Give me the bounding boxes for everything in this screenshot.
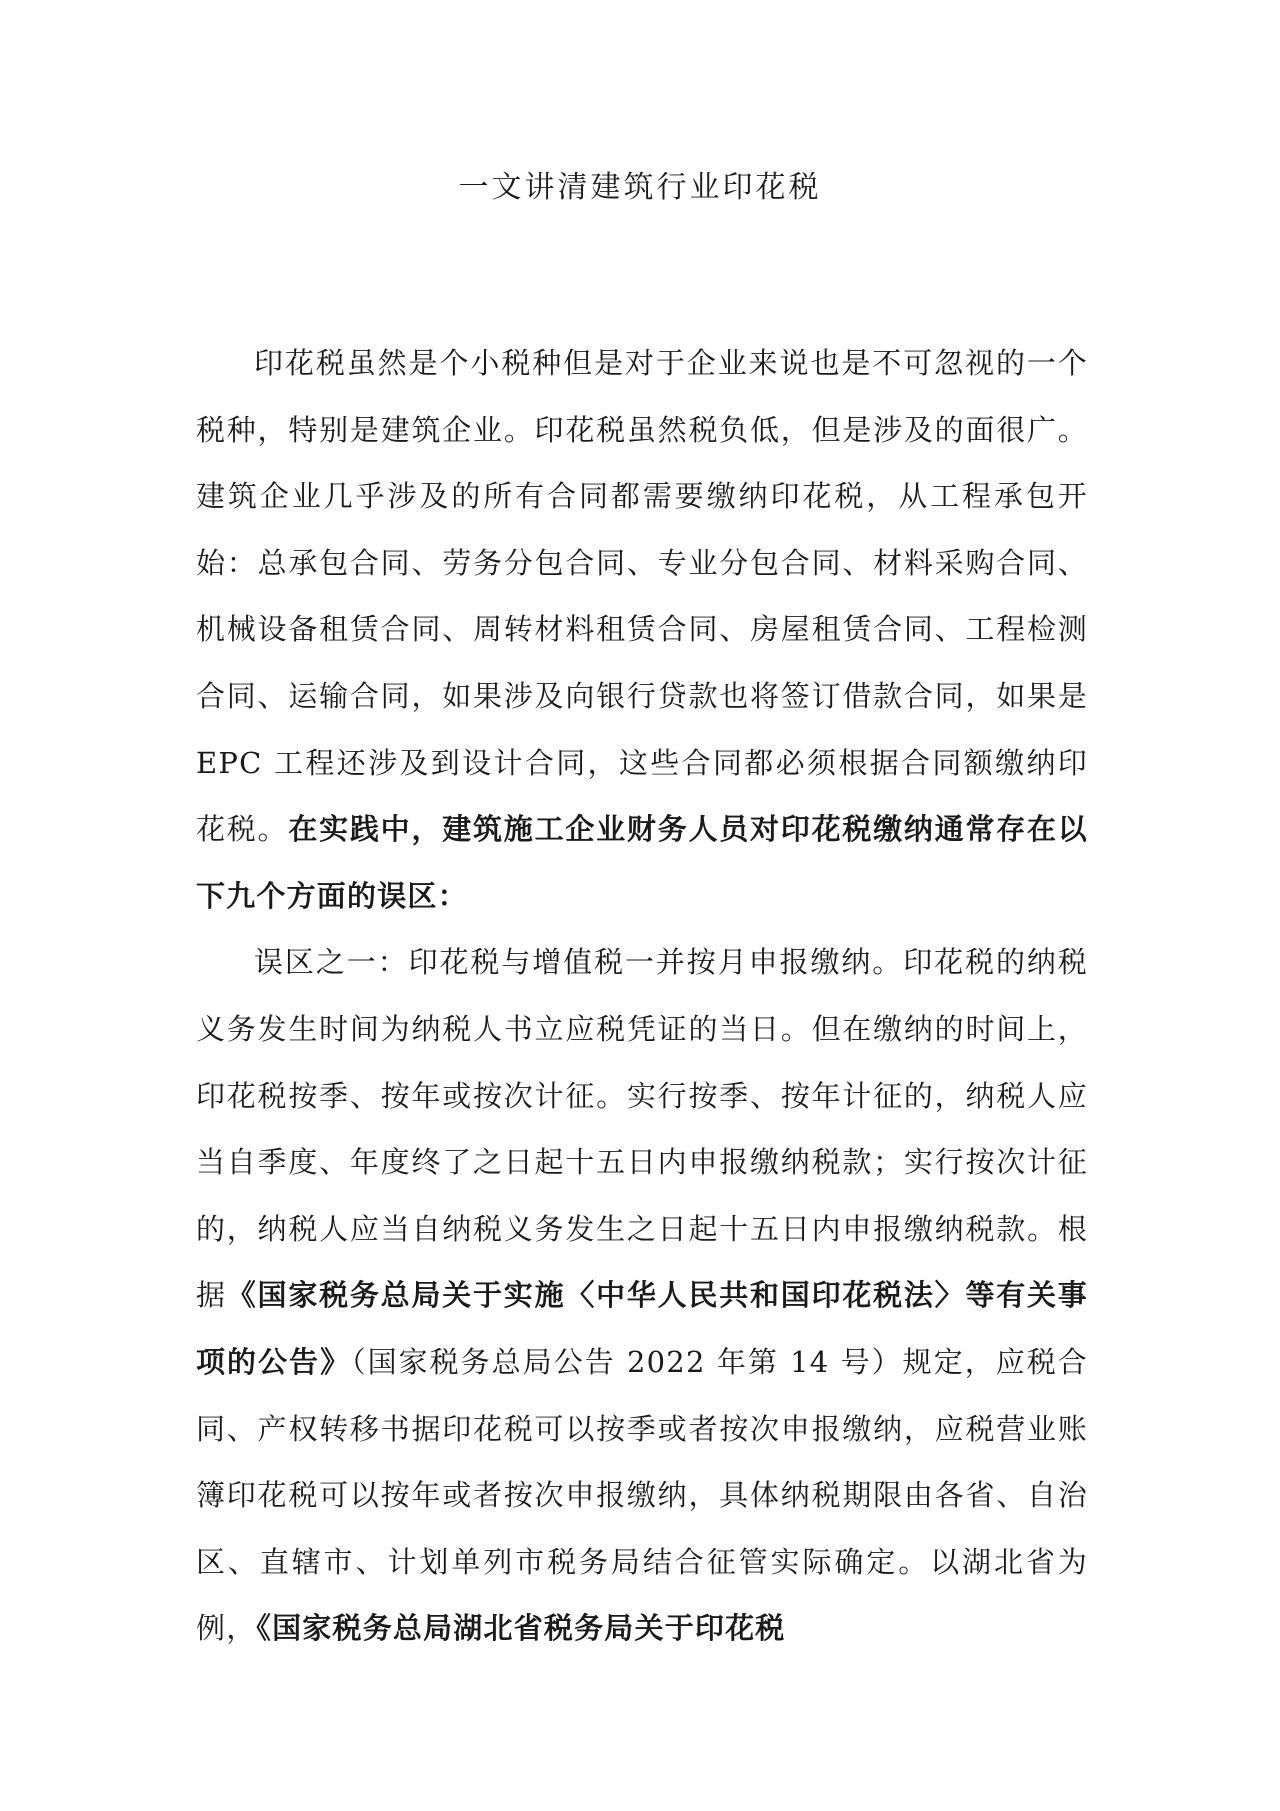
text-run: 印花税虽然是个小税种但是对于企业来说也是不可忽视的一个税种，特别是建筑企业。印花税虽然税负低，但是涉及的面很广。建筑企业几乎涉及的所有合同都需要缴纳印花税，从工程承包开始：总承包合同、劳务分包合同、专业分包合同、材料采购合同、机械设备租赁合同、周转材料租赁合同、房屋租赁合同、工程检测合同、运输合同，如果涉及向银行贷款也将签订借款合同，如果是 EPC 工程还涉及到设计合同，这些合同都必须根据合同额缴纳印花税。: [196, 346, 1088, 847]
text-run: （国家税务总局公告 2022 年第 14 号）规定，应税合同、产权转移书据印花税可以按季或者按次申报缴纳，应税营业账簿印花税可以按年或者按次申报缴纳，具体纳税期限由各省、自治区、直辖市、计划单列市税务局结合征管实际确定。以湖北省为例，: [196, 1344, 1088, 1646]
text-run: 误区之一：印花税与增值税一并按月申报缴纳。印花税的纳税义务发生时间为纳税人书立应税凭证的当日。但在缴纳的时间上，印花税按季、按年或按次计征。实行按季、按年计征的，纳税人应当自季度、年度终了之日起十五日内申报缴纳税款；实行按次计征的，纳税人应当自纳税义务发生之日起十五日内申报缴纳税款。根据: [196, 945, 1088, 1313]
paragraph-intro: [196, 330, 1088, 929]
document-title: 一文讲清建筑行业印花税: [458, 170, 822, 205]
bold-text-run: 在实践中，建筑施工企业财务人员对印花税缴纳通常存在以下九个方面的误区：: [196, 812, 1088, 913]
paragraph-misconception-1: [196, 929, 1088, 1662]
bold-text-run: 《国家税务总局关于实施〈中华人民共和国印花税法〉等有关事项的公告》: [196, 1278, 1088, 1379]
document-body: [196, 330, 1088, 1662]
bold-text-run: 《国家税务总局湖北省税务局关于印花税: [256, 1611, 786, 1646]
